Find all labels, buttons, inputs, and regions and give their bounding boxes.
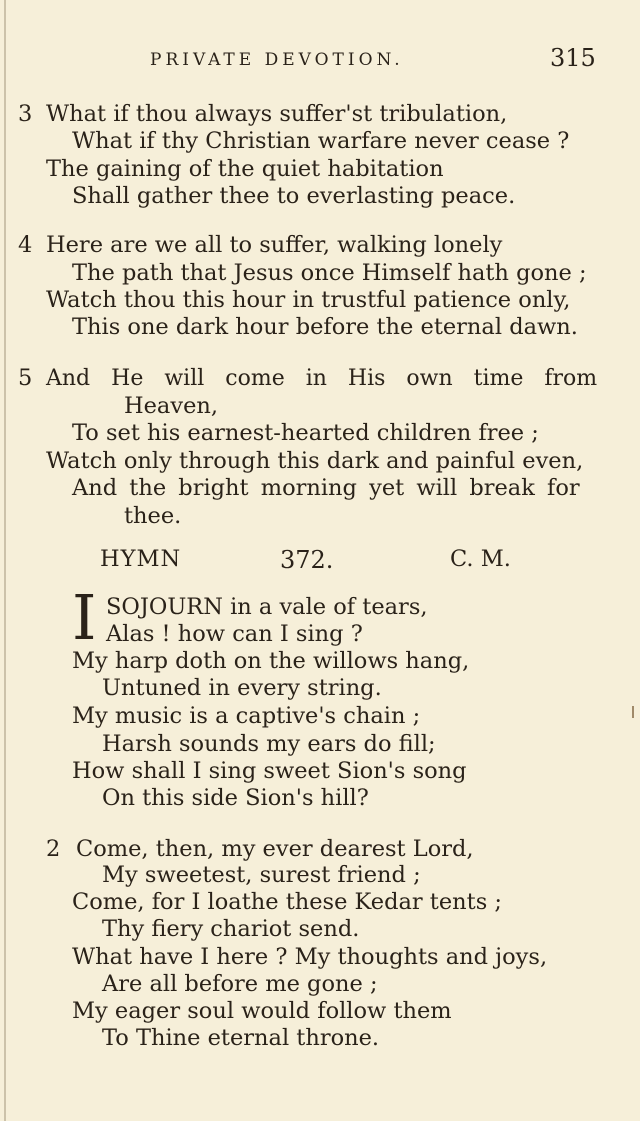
verse-line: My sweetest, surest friend ; — [102, 862, 421, 888]
page-number: 315 — [550, 44, 596, 72]
verse-line: Untuned in every string. — [102, 675, 382, 701]
verse-line: Watch thou this hour in trustful patience only, — [46, 287, 571, 313]
verse-line: Are all before me gone ; — [102, 971, 378, 997]
page-header — [0, 44, 640, 78]
verse-line: What if thou always suffer'st tribulation, — [46, 101, 508, 127]
verse-line: Come, then, my ever dearest Lord, — [76, 836, 474, 862]
hymn-number: 372. — [280, 546, 334, 574]
hymn-meter: C. M. — [450, 546, 511, 572]
verse-number: 3 — [18, 101, 33, 127]
verse-line: Shall gather thee to everlasting peace. — [72, 183, 516, 209]
verse-line: And the bright morning yet will break for — [72, 475, 580, 501]
verse-line: Watch only through this dark and painful even, — [46, 448, 584, 474]
verse-line: My music is a captive's chain ; — [72, 703, 421, 729]
verse-line: The path that Jesus once Himself hath gone ; — [72, 260, 587, 286]
verse-line: To set his earnest-hearted children free ; — [72, 420, 539, 446]
running-title: PRIVATE DEVOTION. — [150, 50, 404, 70]
verse-line: Thy fiery chariot send. — [102, 916, 360, 942]
verse-number: 5 — [18, 365, 33, 391]
verse-line: Here are we all to suffer, walking lonely — [46, 232, 503, 258]
verse-number: 4 — [18, 232, 33, 258]
hymn-heading — [0, 546, 640, 578]
verse-line: What have I here ? My thoughts and joys, — [72, 944, 548, 970]
page-mark — [632, 706, 634, 718]
hymn-label: HYMN — [100, 546, 182, 572]
verse-line: My harp doth on the willows hang, — [72, 648, 470, 674]
verse-line: How shall I sing sweet Sion's song — [72, 758, 467, 784]
verse-line: This one dark hour before the eternal dawn. — [72, 314, 578, 340]
verse-line: To Thine eternal throne. — [102, 1025, 380, 1051]
verse-number: 2 — [46, 836, 61, 862]
verse-line: Harsh sounds my ears do fill; — [102, 731, 436, 757]
verse-line: What if thy Christian warfare never cease ? — [72, 128, 570, 154]
verse-line: And He will come in His own time from — [46, 366, 598, 391]
verse-line: Alas ! how can I sing ? — [106, 621, 363, 647]
verse-line: On this side Sion's hill? — [102, 785, 369, 811]
verse-line: The gaining of the quiet habitation — [46, 156, 444, 182]
verse-line: thee. — [124, 503, 182, 529]
verse-line: SOJOURN in a vale of tears, — [106, 594, 428, 620]
verse-line: Come, for I loathe these Kedar tents ; — [72, 889, 502, 915]
verse-line: My eager soul would follow them — [72, 998, 452, 1024]
drop-cap: I — [72, 581, 97, 654]
verse-line: Heaven, — [124, 393, 219, 419]
